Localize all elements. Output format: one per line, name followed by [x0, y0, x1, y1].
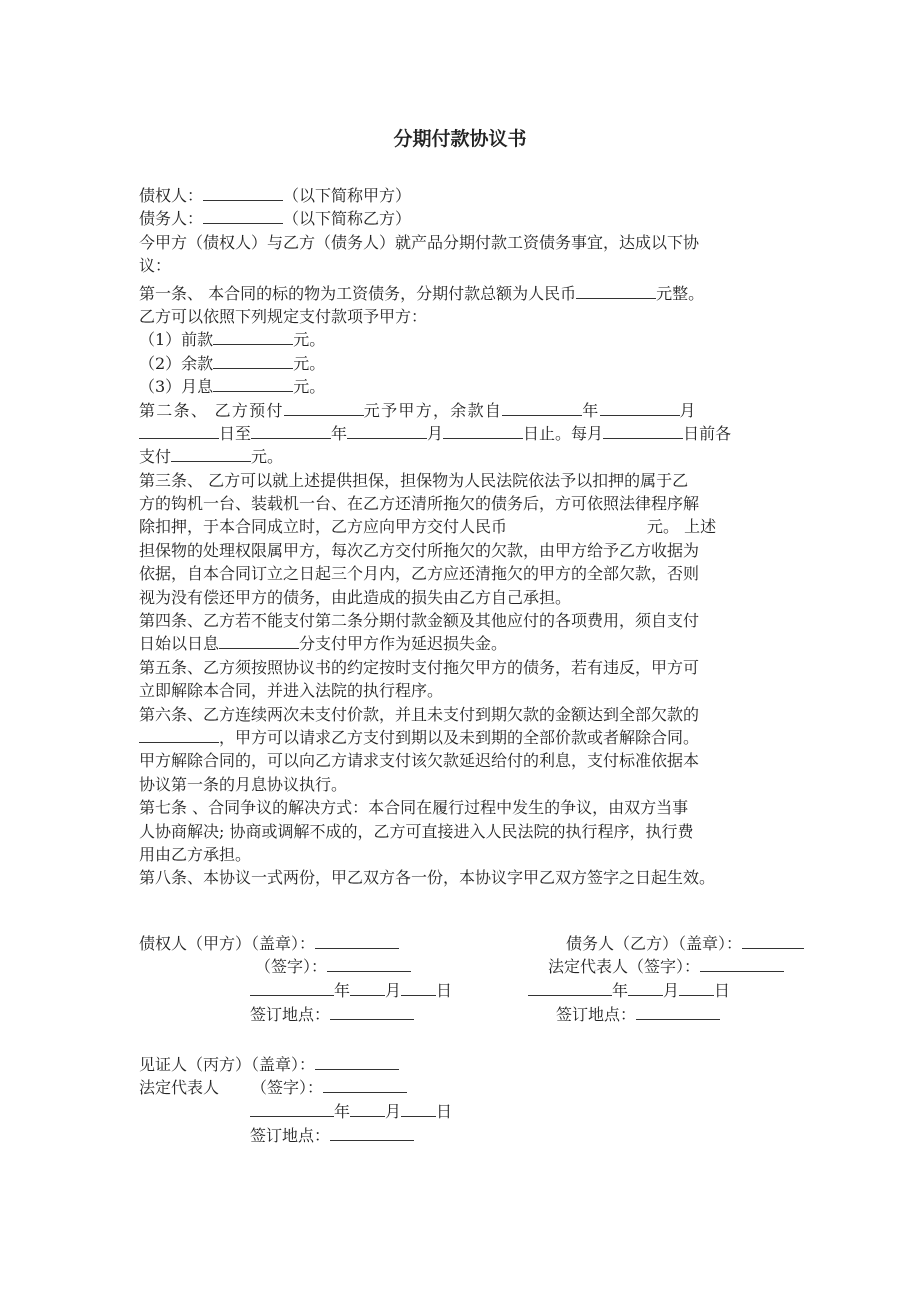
intro-line-2: 议：	[139, 256, 172, 276]
debtor-place-line	[556, 1003, 720, 1026]
creditor-month-blank[interactable]	[350, 980, 385, 996]
monthly-amount-blank[interactable]	[171, 446, 251, 462]
balance-blank[interactable]	[213, 353, 293, 369]
day-label: 日	[436, 981, 453, 1000]
witness-place-blank[interactable]	[330, 1125, 414, 1141]
article-6-line-4: 协议第一条的月息协议执行。	[139, 774, 348, 794]
witness-rep-label: 法定代表人	[139, 1078, 220, 1097]
to-day-blank[interactable]	[443, 423, 523, 439]
article-7-line-2: 人协商解决; 协商或调解不成的，乙方可直接进入人民法院的执行程序，执行费	[139, 821, 694, 841]
article-1-unit: 元整。	[656, 283, 705, 303]
witness-sign-label: （签字）：	[251, 1078, 324, 1097]
creditor-label: 债权人：	[139, 186, 204, 205]
debtor-date-line	[528, 979, 730, 1002]
item-label: （3）月息	[139, 377, 214, 397]
article-4-line-2	[139, 632, 819, 655]
creditor-place-label: 签订地点：	[250, 1005, 331, 1024]
article-2-line-2	[139, 422, 819, 445]
debtor-name-blank[interactable]	[203, 208, 283, 224]
article-7-line-1: 第七条 、合同争议的解决方式：本合同在履行过程中发生的争议，由双方当事	[139, 798, 689, 818]
item-label: （1）前款	[139, 330, 214, 350]
witness-date-line	[250, 1100, 452, 1123]
document-title: 分期付款协议书	[393, 128, 527, 150]
article-6-line-1: 第六条、乙方连续两次未支付价款，并且未支付到期欠款的金额达到全部欠款的	[139, 704, 700, 724]
a2-text: 日前各	[683, 423, 732, 443]
item-monthly-interest	[139, 375, 819, 398]
creditor-line	[139, 184, 819, 207]
debtor-sign-label: 法定代表人（签字）：	[548, 957, 701, 976]
total-amount-blank[interactable]	[576, 283, 656, 299]
article-3-line-2: 方的钩机一台、装载机一台、在乙方还清所拖欠的债务后，方可依照法律程序解	[139, 494, 700, 514]
a4-text: 分支付甲方作为延迟损失金。	[299, 634, 508, 654]
article-3-line-4: 担保物的处理权限属甲方，每次乙方交付所拖欠的欠款，由甲方给予乙方收据为	[139, 540, 700, 560]
month-label: 月	[385, 1102, 402, 1121]
article-8-line-1: 第八条、本协议一式两份，甲乙双方各一份，本协议字甲乙双方签字之日起生效。	[139, 868, 716, 888]
article-2-line-3	[139, 445, 819, 468]
a2-text: 月	[679, 400, 697, 420]
a2-text: 日止。每月	[523, 423, 604, 443]
article-4-line-1: 第四条、乙方若不能支付第二条分期付款金额及其他应付的各项费用，须自支付	[139, 611, 700, 631]
item-label: （2）余款	[139, 353, 214, 373]
creditor-day-blank[interactable]	[401, 980, 436, 996]
witness-day-blank[interactable]	[401, 1101, 436, 1117]
overdue-ratio-blank[interactable]	[139, 727, 219, 743]
debtor-place-label: 签订地点：	[556, 1005, 637, 1024]
daily-interest-blank[interactable]	[219, 633, 299, 649]
prepay-blank[interactable]	[284, 400, 364, 416]
witness-sign-blank[interactable]	[323, 1077, 407, 1093]
intro-line-1: 今甲方（债权人）与乙方（债务人）就产品分期付款工资债务事宜，达成以下协	[139, 232, 700, 252]
creditor-seal-blank[interactable]	[315, 933, 399, 949]
creditor-name-blank[interactable]	[203, 185, 283, 201]
a3-text: 除扣押，于本合同成立时，乙方应向甲方交付人民币	[139, 517, 508, 537]
from-year-blank[interactable]	[502, 400, 582, 416]
witness-year-blank[interactable]	[250, 1101, 334, 1117]
article-1-text: 第一条、 本合同的标的物为工资债务，分期付款总额为人民币	[139, 283, 577, 303]
to-month-blank[interactable]	[347, 423, 427, 439]
article-2-line-1	[139, 399, 819, 422]
debtor-day-blank[interactable]	[679, 980, 714, 996]
a4-text: 日始以日息	[139, 634, 220, 654]
debtor-place-blank[interactable]	[636, 1004, 720, 1020]
article-6-line-2	[139, 726, 819, 749]
to-year-blank[interactable]	[251, 423, 331, 439]
witness-place-label: 签订地点：	[250, 1126, 331, 1145]
debtor-label: 债务人：	[139, 209, 204, 229]
a2-text: 第二条、 乙方预付	[139, 400, 284, 420]
a2-text: 年	[331, 423, 348, 443]
witness-sign-line	[139, 1076, 407, 1099]
creditor-sign-label: （签字）：	[255, 957, 328, 976]
article-5-line-1: 第五条、乙方须按照协议书的约定按时支付拖欠甲方的债务，若有违反，甲方可	[139, 657, 700, 677]
debtor-seal-blank[interactable]	[742, 933, 804, 949]
debtor-note: （以下简称乙方）	[283, 209, 412, 229]
debtor-month-blank[interactable]	[628, 980, 663, 996]
creditor-sign-line	[255, 955, 411, 978]
witness-seal-label: 见证人（丙方）（盖章）：	[139, 1055, 316, 1074]
from-month-blank[interactable]	[600, 400, 680, 416]
agreement-body	[139, 184, 819, 890]
item-unit: 元。	[293, 330, 326, 350]
a2-text: 元予甲方，余款自	[363, 400, 503, 420]
article-3-line-1: 第三条、 乙方可以就上述提供担保，担保物为人民法院依法予以扣押的属于乙	[139, 470, 689, 490]
a6-text: ，甲方可以请求乙方支付到期以及未到期的全部价款或者解除合同。	[219, 727, 700, 747]
year-label: 年	[612, 981, 629, 1000]
article-5-line-2: 立即解除本合同，并进入法院的执行程序。	[139, 681, 444, 701]
creditor-place-blank[interactable]	[330, 1004, 414, 1020]
debtor-sign-blank[interactable]	[700, 956, 784, 972]
article-3-line-6: 视为没有偿还甲方的债务，由此造成的损失由乙方自己承担。	[139, 587, 572, 607]
creditor-sign-blank[interactable]	[327, 956, 411, 972]
creditor-seal-line	[139, 932, 399, 955]
item-unit: 元。	[293, 377, 326, 397]
a2-text: 月	[427, 423, 444, 443]
article-3-line-5: 依据，自本合同订立之日起三个月内，乙方应还清拖欠的甲方的全部欠款，否则	[139, 564, 700, 584]
debtor-seal-label: 债务人（乙方）（盖章）：	[566, 934, 743, 953]
witness-month-blank[interactable]	[350, 1101, 385, 1117]
item-balance	[139, 352, 819, 375]
article-7-line-3: 用由乙方承担。	[139, 844, 252, 864]
debtor-line	[139, 207, 819, 230]
a3-text: 元。 上述	[647, 517, 717, 537]
witness-seal-blank[interactable]	[315, 1054, 399, 1070]
article-6-line-3: 甲方解除合同的，可以向乙方请求支付该欠款延迟给付的利息，支付标准依据本	[139, 751, 700, 771]
witness-seal-line	[139, 1053, 399, 1076]
day-label: 日	[714, 981, 731, 1000]
month-label: 月	[385, 981, 402, 1000]
a2-text: 年	[582, 400, 600, 420]
debtor-sign-line	[548, 955, 784, 978]
month-label: 月	[663, 981, 680, 1000]
debtor-seal-line	[566, 932, 804, 955]
article-1-line-1	[139, 282, 819, 305]
creditor-year-blank[interactable]	[250, 980, 334, 996]
down-payment-blank[interactable]	[213, 329, 293, 345]
item-unit: 元。	[293, 353, 326, 373]
monthly-interest-blank[interactable]	[213, 376, 293, 392]
from-day-blank[interactable]	[139, 423, 219, 439]
year-label: 年	[334, 981, 351, 1000]
monthly-day-blank[interactable]	[603, 423, 683, 439]
a2-text: 元。	[251, 447, 284, 467]
day-label: 日	[436, 1102, 453, 1121]
a2-text: 支付	[139, 447, 172, 467]
article-1-line-2: 乙方可以依照下列规定支付款项予甲方：	[139, 306, 428, 326]
creditor-note: （以下简称甲方）	[283, 186, 412, 205]
debtor-year-blank[interactable]	[528, 980, 612, 996]
a2-text: 日至	[219, 423, 252, 443]
witness-place-line	[250, 1124, 414, 1147]
creditor-date-line	[250, 979, 452, 1002]
article-3-line-3	[139, 515, 819, 538]
item-down-payment	[139, 328, 819, 351]
creditor-place-line	[250, 1003, 414, 1026]
creditor-seal-label: 债权人（甲方）（盖章）：	[139, 934, 316, 953]
year-label: 年	[334, 1102, 351, 1121]
